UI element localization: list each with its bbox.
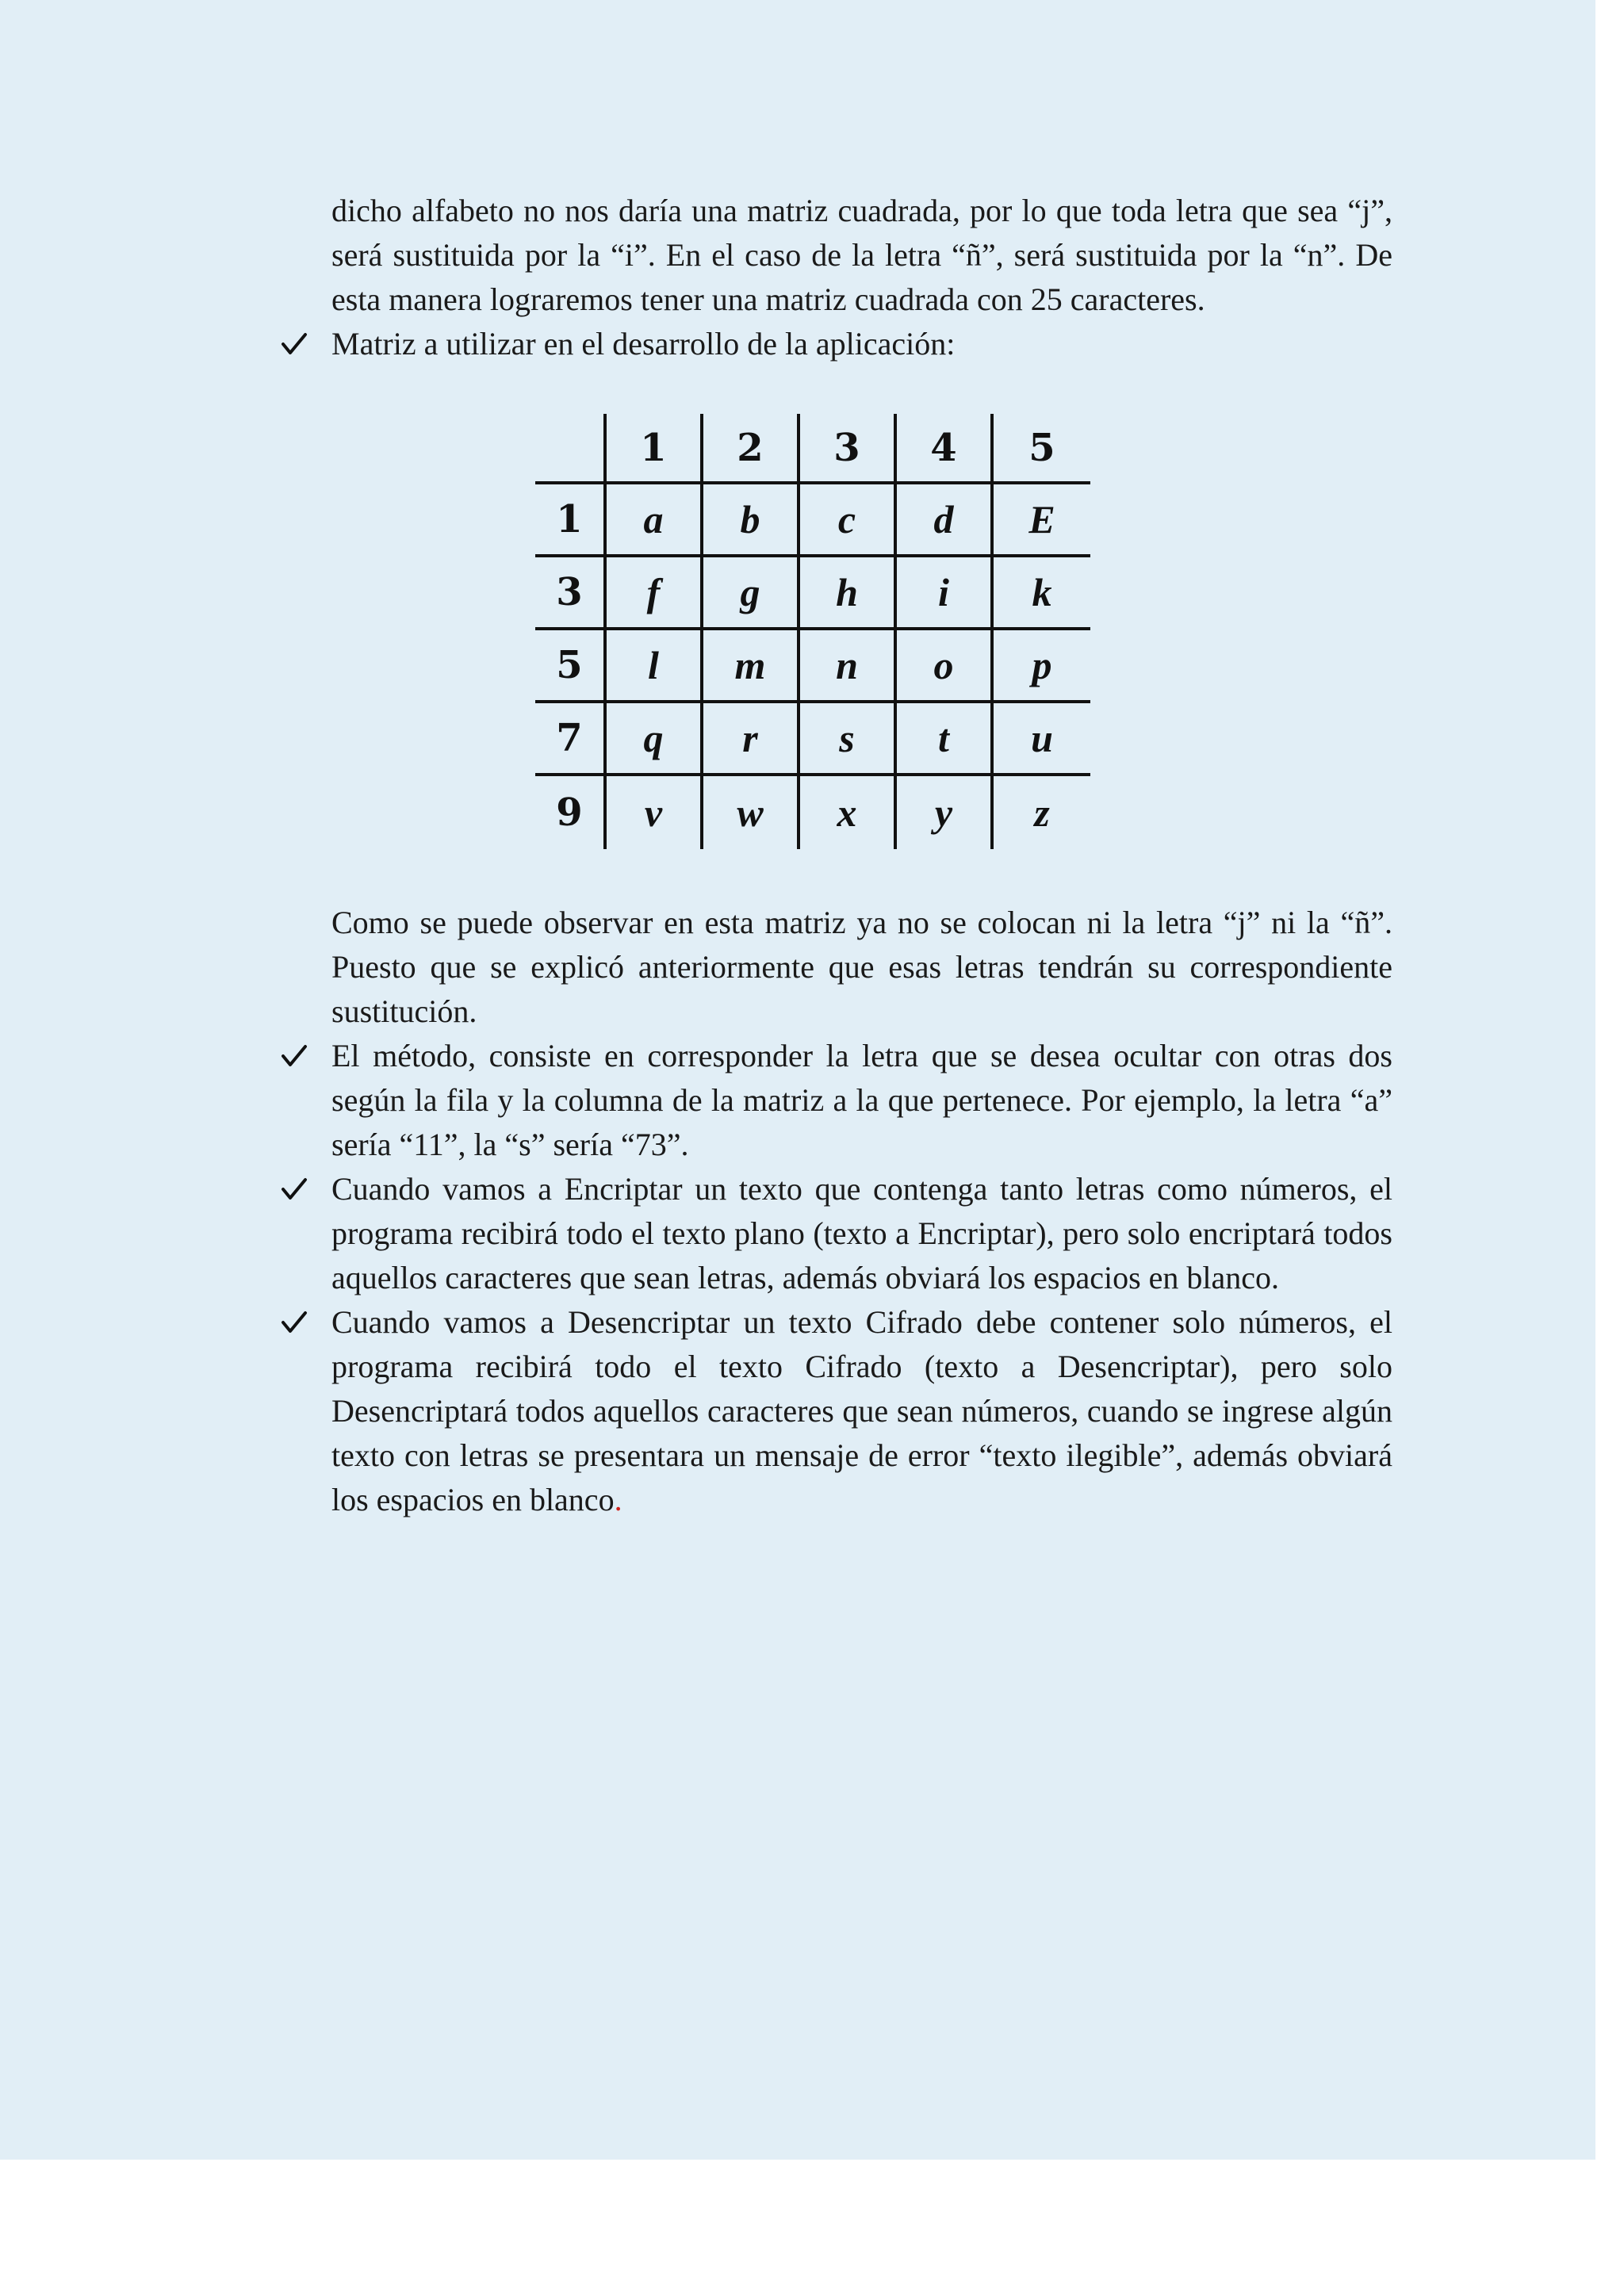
trailing-period: . bbox=[614, 1482, 622, 1517]
matrix-corner bbox=[535, 414, 607, 484]
cipher-matrix bbox=[535, 414, 1090, 849]
matrix-row-header: 7 bbox=[535, 703, 607, 776]
checkmark-icon bbox=[281, 1044, 308, 1068]
bullet-text: Cuando vamos a Encriptar un texto que contenga tanto letras como números, el programa recibirá todo el texto plano (texto a Encriptar), pero solo encriptará todos aquellos caracteres que sean letras, además obviará los espacios en blanco. bbox=[331, 1171, 1392, 1295]
bullet-item-encrypt bbox=[331, 1167, 1392, 1300]
matrix-col-header: 5 bbox=[994, 414, 1090, 484]
matrix-cell: v bbox=[607, 776, 703, 849]
matrix-grid bbox=[535, 414, 1090, 849]
matrix-col-header: 4 bbox=[897, 414, 994, 484]
matrix-cell: z bbox=[1034, 790, 1050, 835]
matrix-cell: g bbox=[703, 557, 800, 630]
bullet-item-matrix bbox=[331, 322, 1392, 366]
matrix-row-header: 9 bbox=[535, 776, 607, 849]
bullet-item-decrypt bbox=[331, 1300, 1392, 1522]
matrix-cell: x bbox=[800, 776, 897, 849]
bullet-text: Matriz a utilizar en el desarrollo de la aplicación: bbox=[331, 326, 956, 362]
matrix-cell: q bbox=[607, 703, 703, 776]
matrix-cell: b bbox=[703, 484, 800, 557]
matrix-row-header: 5 bbox=[535, 630, 607, 703]
matrix-cell: y bbox=[897, 776, 994, 849]
bullet-text: Cuando vamos a Desencriptar un texto Cifrado debe contener solo números, el programa recibirá todo el texto Cifrado (texto a Desencriptar), pero solo Desencriptará todos aquellos caracteres que sean números, cuando se ingrese algún texto con letras se presentara un mensaje de error “texto ilegible”, además obviará los espacios en blanco bbox=[331, 1304, 1392, 1517]
matrix-cell: r bbox=[703, 703, 800, 776]
matrix-row-header: 1 bbox=[535, 484, 607, 557]
intro-paragraph: dicho alfabeto no nos daría una matriz cuadrada, por lo que toda letra que sea “j”, será sustituida por la “i”. En el caso de la letra “ñ”, será sustituida por la “n”. De esta manera lograremos tener una matriz cuadrada con 25 caracteres. bbox=[331, 193, 1392, 317]
matrix-col-header: 3 bbox=[800, 414, 897, 484]
bullet-item-method bbox=[331, 1034, 1392, 1167]
matrix-cell: s bbox=[800, 703, 897, 776]
matrix-cell: k bbox=[994, 557, 1090, 630]
matrix-row-header: 3 bbox=[535, 557, 607, 630]
matrix-cell: i bbox=[897, 557, 994, 630]
checkmark-icon bbox=[281, 332, 308, 356]
matrix-col-header: 1 bbox=[607, 414, 703, 484]
matrix-cell: l bbox=[607, 630, 703, 703]
document-body bbox=[331, 189, 1392, 1522]
checkmark-icon bbox=[281, 1311, 308, 1334]
matrix-cell: m bbox=[703, 630, 800, 703]
matrix-cell: d bbox=[897, 484, 994, 557]
matrix-cell: a bbox=[607, 484, 703, 557]
matrix-cell: E bbox=[994, 484, 1090, 557]
matrix-cell: f bbox=[607, 557, 703, 630]
matrix-cell: n bbox=[800, 630, 897, 703]
bullet-text: El método, consiste en corresponder la letra que se desea ocultar con otras dos según la fila y la columna de la matriz a la que pertenece. Por ejemplo, la letra “a” sería “11”, la “s” sería “73”. bbox=[331, 1038, 1392, 1162]
observation-paragraph: Como se puede observar en esta matriz ya no se colocan ni la letra “j” ni la “ñ”. Puesto que se explicó anteriormente que esas letras tendrán su correspondiente sustitución. bbox=[331, 905, 1392, 1029]
matrix-cell: u bbox=[994, 703, 1090, 776]
matrix-cell: w bbox=[703, 776, 800, 849]
matrix-cell: h bbox=[800, 557, 897, 630]
matrix-cell: t bbox=[897, 703, 994, 776]
matrix-cell: p bbox=[994, 630, 1090, 703]
matrix-col-header: 2 bbox=[703, 414, 800, 484]
matrix-cell: c bbox=[800, 484, 897, 557]
checkmark-icon bbox=[281, 1177, 308, 1201]
matrix-cell: o bbox=[897, 630, 994, 703]
